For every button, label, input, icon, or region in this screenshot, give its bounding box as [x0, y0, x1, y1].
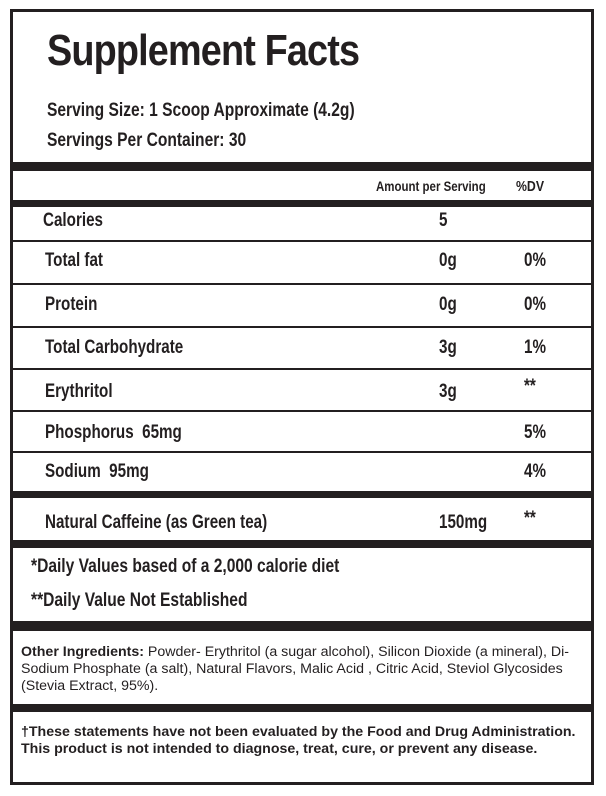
- nutrient-name: Sodium 95mg: [45, 461, 149, 482]
- row-divider: [13, 451, 591, 453]
- nutrient-dv: 5%: [524, 422, 546, 443]
- nutrient-amount: 0g: [439, 250, 457, 271]
- dv-header: %DV: [516, 178, 545, 195]
- nutrient-dv: 0%: [524, 250, 546, 271]
- nutrient-name: Natural Caffeine (as Green tea): [45, 512, 268, 533]
- nutrient-name: Total fat: [45, 250, 103, 271]
- row-divider: [13, 283, 591, 285]
- not-established-note: **Daily Value Not Established: [31, 590, 248, 611]
- thick-divider: [13, 621, 591, 631]
- row-divider: [13, 326, 591, 328]
- row-divider: [13, 410, 591, 412]
- nutrient-name: Protein: [45, 294, 98, 315]
- nutrient-dv: 1%: [524, 337, 546, 358]
- nutrient-name: Total Carbohydrate: [45, 337, 184, 358]
- nutrient-dv: **: [524, 376, 536, 397]
- nutrient-dv: 4%: [524, 461, 546, 482]
- other-ingredients-text: Powder- Erythritol (a sugar alcohol), Silicon Dioxide (a mineral), Di-Sodium Phosphate (a salt), Natural Flavors, Malic Acid , Citric Acid, Steviol Glycosides (Stevia Extract, 95%).: [21, 644, 569, 694]
- thick-divider: [13, 162, 591, 171]
- nutrient-amount: 3g: [439, 381, 457, 402]
- nutrient-name: Phosphorus 65mg: [45, 422, 182, 443]
- nutrient-amount: 0g: [439, 294, 457, 315]
- daily-values-note: *Daily Values based of a 2,000 calorie diet: [31, 556, 340, 577]
- panel-title: Supplement Facts: [47, 26, 360, 75]
- servings-per-container: Servings Per Container: 30: [47, 130, 247, 151]
- supplement-facts-panel: [10, 9, 594, 785]
- row-divider: [13, 368, 591, 370]
- serving-size: Serving Size: 1 Scoop Approximate (4.2g): [47, 100, 355, 121]
- fda-disclaimer: †These statements have not been evaluated by the Food and Drug Administration. This product is not intended to diagnose, treat, cure, or prevent any disease.: [21, 724, 576, 757]
- row-divider: [13, 240, 591, 242]
- other-ingredients: [21, 644, 581, 695]
- thick-divider: [13, 704, 591, 712]
- nutrient-dv: **: [524, 508, 536, 529]
- nutrient-name: Calories: [43, 210, 103, 231]
- nutrient-name: Erythritol: [45, 381, 113, 402]
- nutrient-amount: 3g: [439, 337, 457, 358]
- thick-divider: [13, 491, 591, 498]
- nutrient-dv: 0%: [524, 294, 546, 315]
- amount-per-serving-header: Amount per Serving: [376, 178, 486, 194]
- header-divider: [13, 200, 591, 207]
- nutrient-amount: 5: [439, 210, 448, 231]
- thick-divider: [13, 540, 591, 548]
- nutrient-amount: 150mg: [439, 512, 488, 533]
- other-ingredients-label: Other Ingredients:: [21, 644, 144, 660]
